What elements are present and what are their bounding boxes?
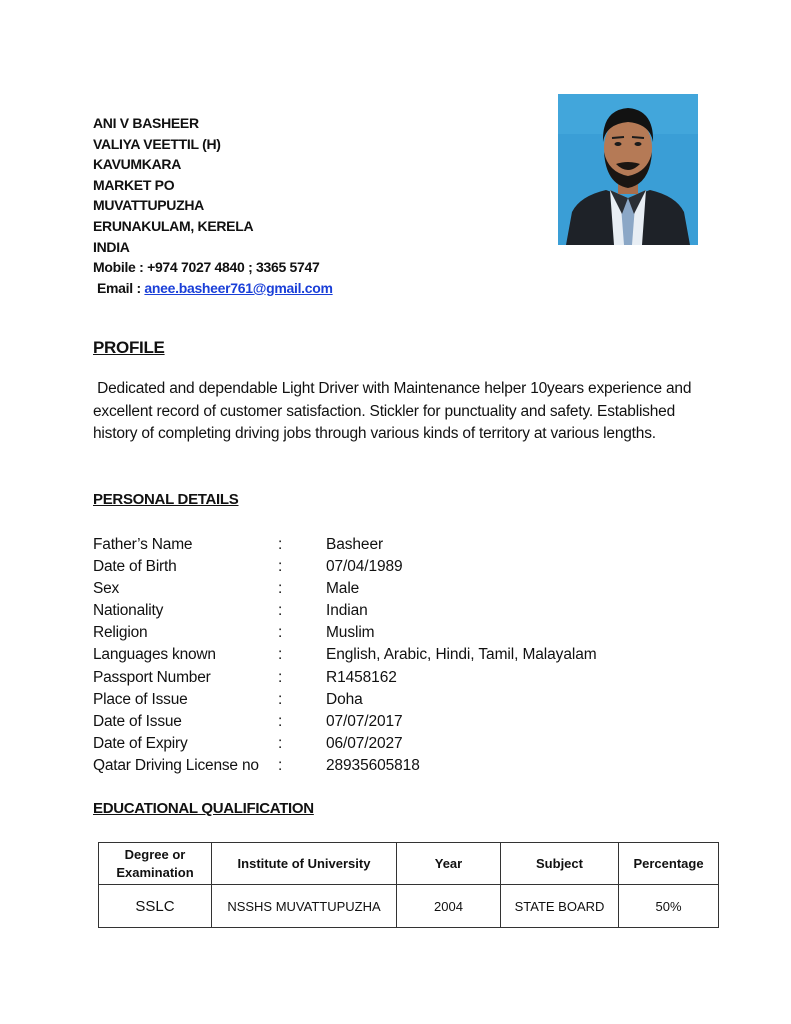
detail-value: Indian [326,602,368,620]
detail-label: Date of Issue [93,712,182,730]
detail-label: Passport Number [93,668,211,686]
detail-separator: : [278,668,283,686]
detail-separator: : [278,712,283,730]
detail-separator: : [278,734,283,752]
table-cell: STATE BOARD [501,885,619,928]
detail-label: Date of Expiry [93,734,188,752]
detail-label: Place of Issue [93,690,188,708]
table-cell: 50% [619,885,719,928]
detail-separator: : [278,690,283,708]
detail-row [93,556,713,578]
contact-block [93,113,533,298]
email-link[interactable]: anee.basheer761@gmail.com [144,279,333,296]
mobile-line: Mobile : +974 7027 4840 ; 3365 5747 [93,259,320,276]
detail-separator: : [278,624,283,642]
detail-row [93,644,713,666]
name: ANI V BASHEER [93,115,199,131]
table-cell: 2004 [397,885,501,928]
detail-label: Qatar Driving License no [93,756,259,774]
column-header: Degree or Examination [99,843,212,885]
detail-row [93,711,713,733]
detail-separator: : [278,536,283,553]
address-line: MARKET PO [93,176,175,193]
detail-label: Nationality [93,602,164,620]
detail-separator: : [278,756,283,774]
detail-label: Languages known [93,646,216,664]
detail-value: Male [326,580,360,598]
column-header: Subject [501,843,619,885]
column-header: Institute of University [212,843,397,885]
education-table [98,842,719,928]
detail-row [93,578,713,600]
detail-value: R1458162 [326,668,397,686]
detail-separator: : [278,646,283,664]
detail-label: Religion [93,624,148,642]
detail-row [93,622,713,644]
detail-value: 28935605818 [326,756,420,774]
detail-row [93,733,713,755]
address-line: VALIYA VEETTIL (H) [93,135,221,152]
address-line: INDIA [93,238,130,255]
table-cell: SSLC [99,885,212,928]
detail-value: Doha [326,690,363,708]
detail-label: Sex [93,580,120,598]
profile-heading: PROFILE [93,338,165,357]
table-cell: NSSHS MUVATTUPUZHA [212,885,397,928]
detail-separator: : [278,602,283,620]
education-heading: EDUCATIONAL QUALIFICATION [93,800,314,817]
column-header: Percentage [619,843,719,885]
detail-row [93,689,713,711]
email-line [93,278,533,299]
detail-row [93,534,713,556]
detail-value: 06/07/2027 [326,734,403,752]
personal-details-heading: PERSONAL DETAILS [93,491,239,508]
table-row [99,885,719,928]
detail-row [93,755,713,777]
detail-label: Date of Birth [93,558,177,576]
profile-text: Dedicated and dependable Light Driver with Maintenance helper 10years experience and excellent record of customer satisfaction. Stickler for punctuality and safety. Established history of completing driving jobs through various kinds of territory at various lengths. [93,380,692,442]
detail-value: English, Arabic, Hindi, Tamil, Malayalam [326,646,597,664]
detail-row [93,600,713,622]
address-line: MUVATTUPUZHA [93,197,204,214]
detail-separator: : [278,580,283,598]
table-header-row [99,843,719,885]
email-label: Email : [97,279,145,296]
detail-value: 07/07/2017 [326,712,403,730]
personal-details-list [93,534,713,777]
detail-label: Father’s Name [93,536,193,553]
detail-value: Basheer [326,536,384,553]
detail-separator: : [278,558,283,576]
profile-paragraph [93,378,703,446]
detail-row [93,667,713,689]
detail-value: 07/04/1989 [326,558,403,576]
detail-value: Muslim [326,624,375,642]
address-line: KAVUMKARA [93,156,182,173]
portrait-photo [558,94,698,245]
column-header: Year [397,843,501,885]
address-line: ERUNAKULAM, KERELA [93,217,254,234]
